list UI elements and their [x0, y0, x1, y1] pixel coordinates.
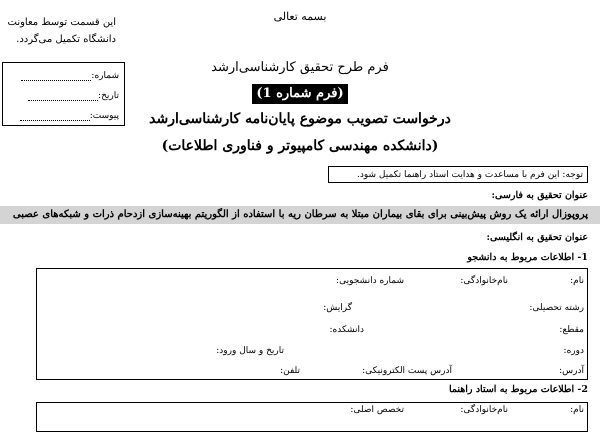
form-title: فرم طرح تحقیق کارشناسی‌ارشد — [211, 60, 389, 75]
student-phone-label[interactable]: تلفن: — [280, 366, 300, 376]
student-address-label[interactable]: آدرس: — [559, 366, 584, 376]
persian-title-label: عنوان تحقیق به فارسی: — [491, 190, 588, 201]
student-section-title: 1- اطلاعات مربوط به دانشجو — [467, 252, 588, 263]
student-field-label[interactable]: رشته تحصیلی: — [529, 303, 584, 313]
date-field[interactable] — [28, 91, 98, 101]
student-email-label[interactable]: آدرس پست الکترونیکی: — [362, 366, 452, 376]
request-title: درخواست تصویب موضوع پایان‌نامه کارشناسی‌ارشد — [149, 111, 451, 127]
attachment-field[interactable] — [20, 111, 90, 121]
persian-title-value[interactable]: پروپوزال ارائه یک روش پیش‌بینی برای بقای بیماران مبتلا به سرطان ریه با استفاده از الگوریتم بهینه‌سازی ازدحام ذرات و شبکه‌های عصبی — [0, 206, 600, 224]
bismillah-heading: بسمه تعالی — [273, 10, 327, 23]
number-label: شماره: — [91, 71, 119, 81]
student-entry-date-label[interactable]: تاریخ و سال ورود: — [216, 346, 284, 356]
advisor-name-label[interactable]: نام: — [570, 405, 584, 415]
admin-box — [2, 62, 125, 126]
advisor-expertise-label[interactable]: تخصص اصلی: — [350, 405, 404, 415]
admin-attachment-row — [8, 106, 119, 126]
form-number-badge: (فرم شماره 1) — [252, 84, 348, 104]
advisor-family-label[interactable]: نام‌خانوادگی: — [460, 405, 508, 415]
admin-note — [0, 14, 116, 48]
date-label: تاریخ: — [98, 91, 119, 101]
admin-note-line: این قسمت توسط معاونت — [7, 17, 116, 28]
student-faculty-label[interactable]: دانشکده: — [329, 325, 364, 335]
student-specialty-label[interactable]: گرایش: — [323, 303, 352, 313]
student-id-label[interactable]: شماره دانشجویی: — [336, 276, 404, 286]
student-family-label[interactable]: نام‌خانوادگی: — [460, 276, 508, 286]
attachment-label: پیوست: — [89, 111, 119, 121]
student-degree-label[interactable]: مقطع: — [559, 325, 584, 335]
student-name-label[interactable]: نام: — [570, 276, 584, 286]
admin-note-line: دانشگاه تکمیل می‌گردد. — [16, 34, 116, 45]
advisor-section-title: 2- اطلاعات مربوط به استاد راهنما — [449, 384, 588, 395]
notice-box: توجه: این فرم با مساعدت و هدایت استاد راهنما تکمیل شود. — [328, 166, 588, 183]
admin-number-row — [8, 66, 119, 86]
admin-date-row — [8, 86, 119, 106]
english-title-label: عنوان تحقیق به انگلیسی: — [486, 232, 588, 243]
number-field[interactable] — [21, 71, 91, 81]
student-period-label[interactable]: دوره: — [563, 346, 584, 356]
faculty-title: (دانشکده مهندسی کامپیوتر و فناوری اطلاعات) — [161, 138, 439, 154]
